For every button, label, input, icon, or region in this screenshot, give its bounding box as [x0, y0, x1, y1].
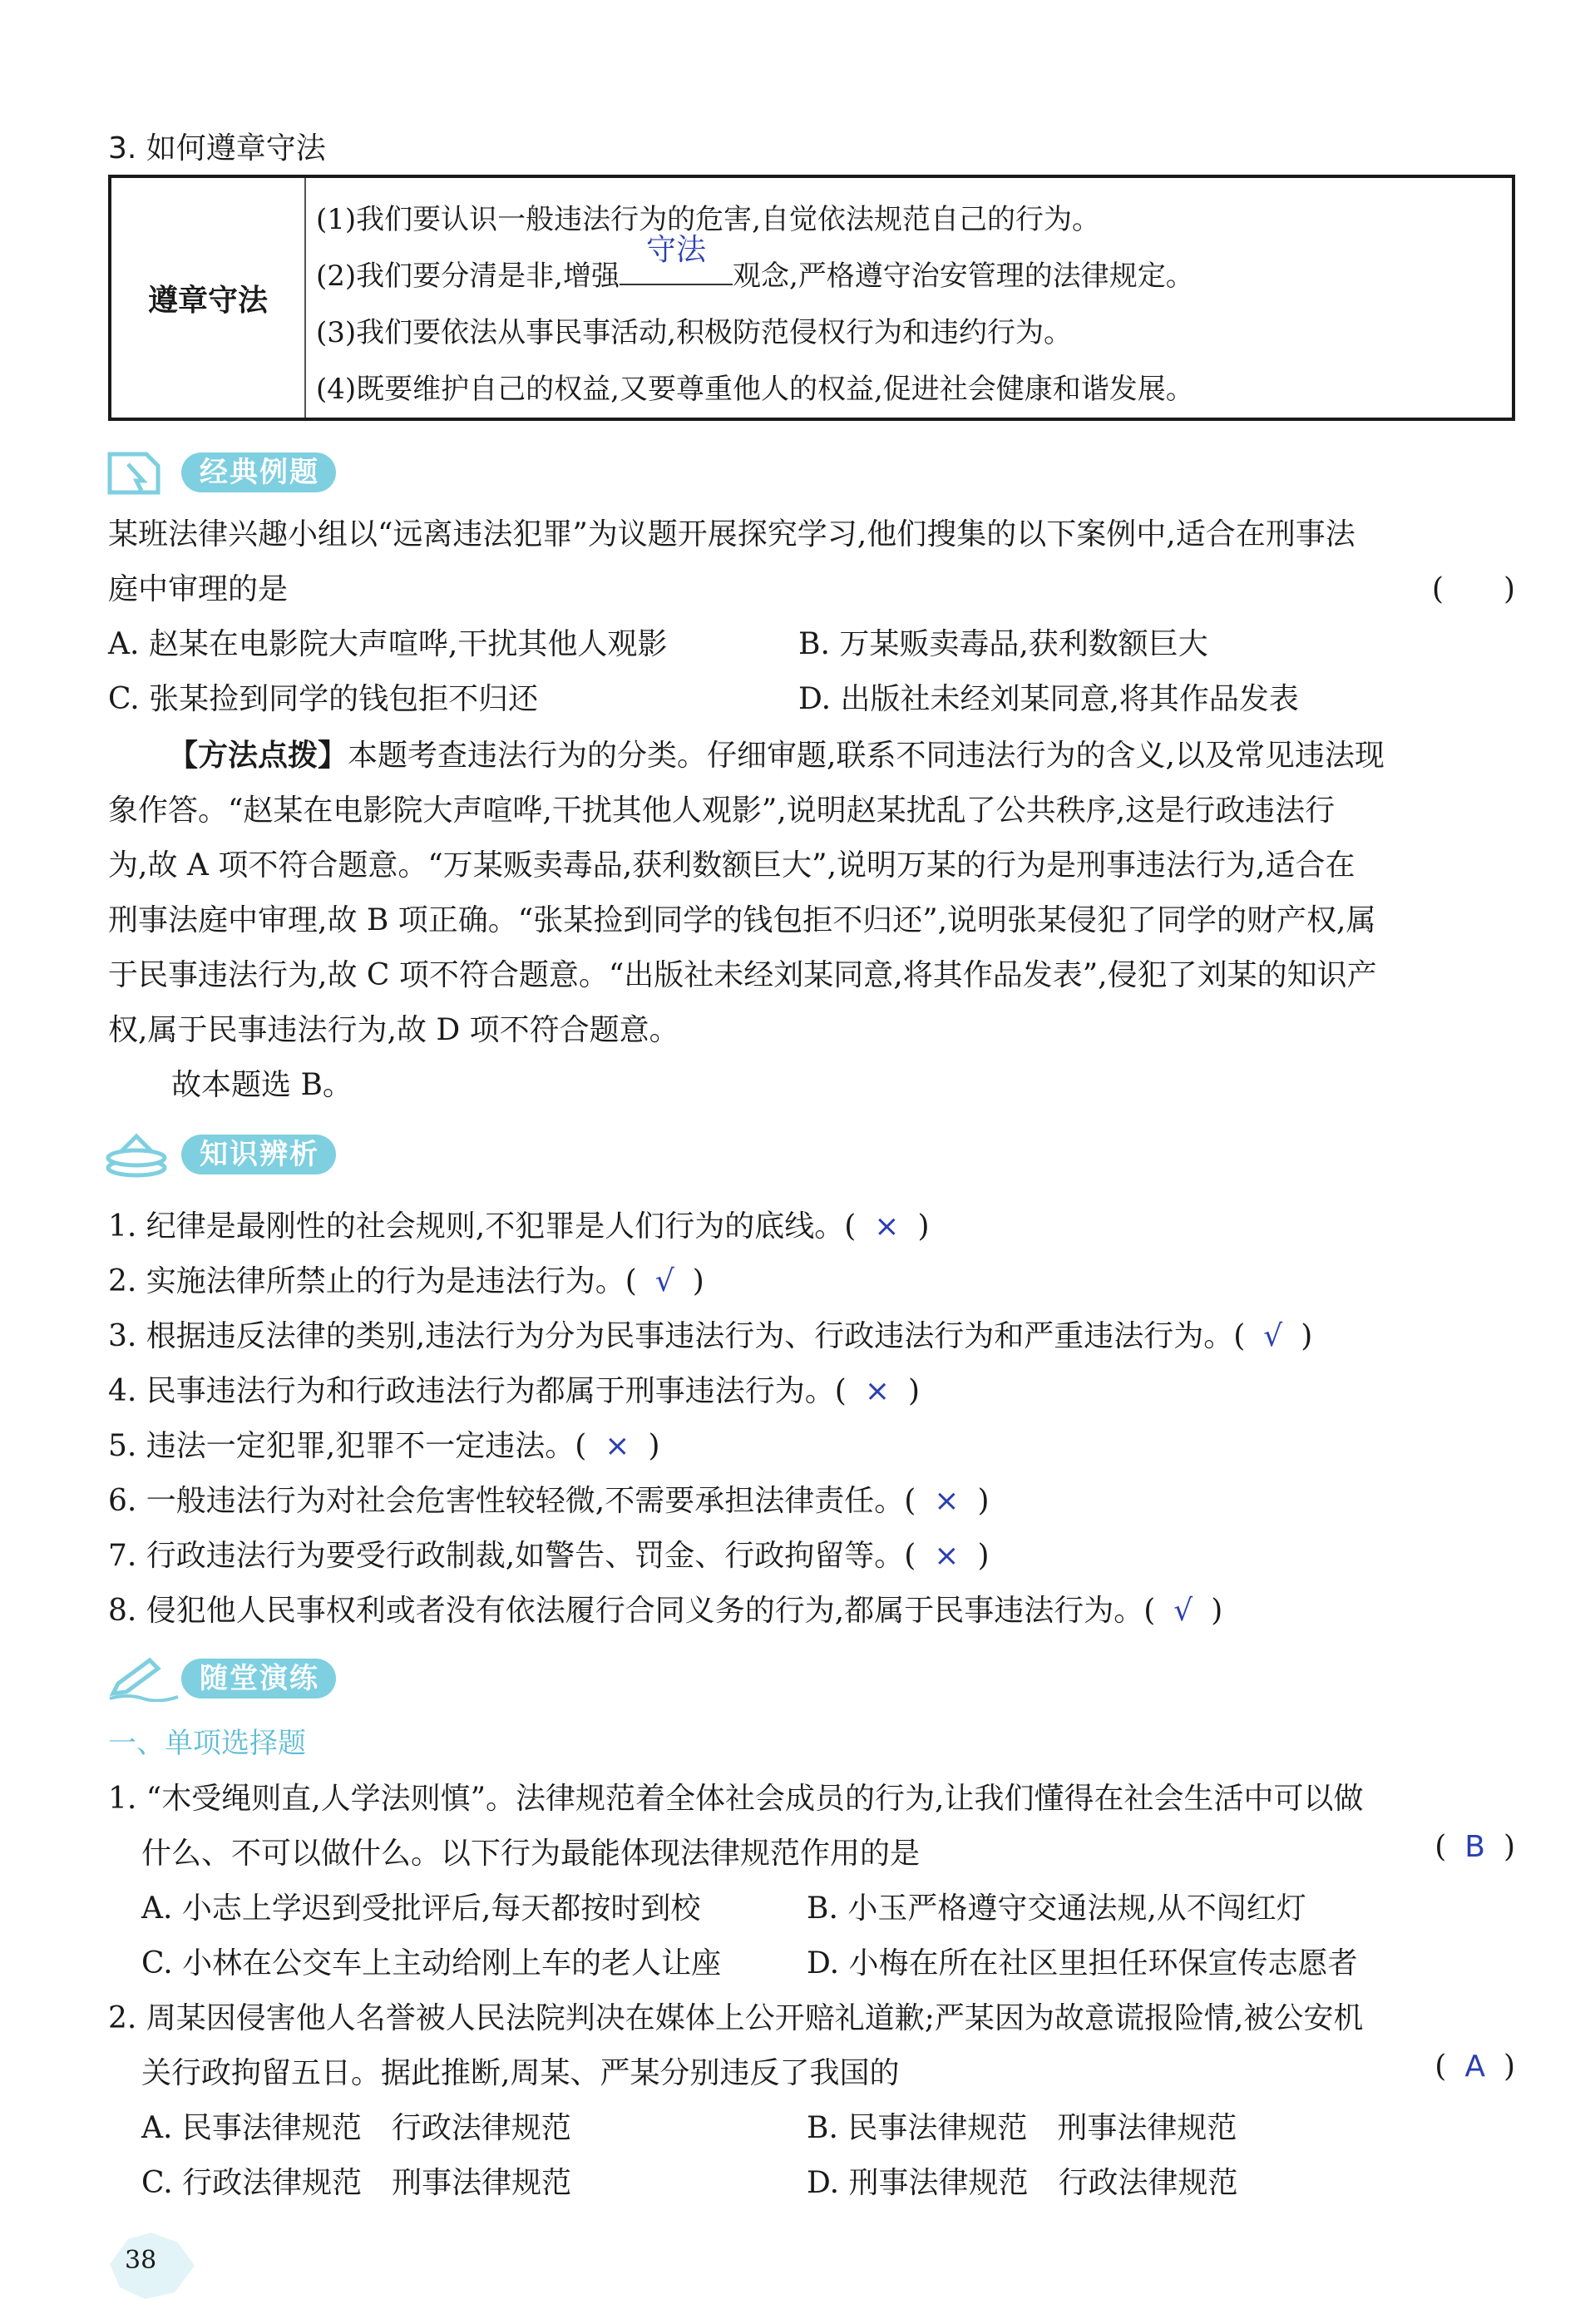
- option-b: B. 小玉严格遵守交通法规,从不闯红灯: [807, 1891, 1306, 1926]
- answer-mark: B: [1464, 1830, 1485, 1864]
- row-text-before: (2)我们要分清是非,增强: [316, 260, 620, 293]
- table-row: [316, 233, 1504, 304]
- knowledge-item: 4. 民事违法行为和行政违法行为都属于刑事违法行为。( × ): [108, 1374, 921, 1408]
- option-b: B. 民事法律规范 刑事法律规范: [807, 2111, 1237, 2145]
- books-icon: [103, 1131, 186, 1178]
- option-d: D. 小梅在所在社区里担任环保宣传志愿者: [807, 1946, 1358, 1980]
- knowledge-item: 6. 一般违法行为对社会危害性较轻微,不需要承担法律责任。( × ): [108, 1484, 990, 1518]
- answer-mark: ×: [934, 1539, 960, 1573]
- option-d: D. 出版社未经刘某同意,将其作品发表: [798, 682, 1299, 716]
- option-a: A. 民事法律规范 行政法律规范: [141, 2111, 571, 2145]
- section-subheading: 一、单项选择题: [108, 1727, 306, 1760]
- option-a: A. 小志上学迟到受批评后,每天都按时到校: [141, 1891, 701, 1926]
- option-c: C. 小林在公交车上主动给刚上车的老人让座: [141, 1946, 722, 1980]
- fill-blank: [620, 233, 733, 285]
- pencil-icon: [103, 1655, 186, 1702]
- question-text: 什么、不可以做什么。以下行为最能体现法律规范作用的是: [141, 1837, 921, 1871]
- answer-mark: ×: [874, 1209, 900, 1244]
- method-line: 权,属于民事违法行为,故 D 项不符合题意。: [108, 1013, 679, 1047]
- option-c: C. 行政法律规范 刑事法律规范: [141, 2166, 572, 2200]
- knowledge-item: 3. 根据违反法律的类别,违法行为分为民事违法行为、行政违法行为和严重违法行为。( √ ): [108, 1319, 1313, 1353]
- question-text: 2. 周某因侵害他人名誉被人民法院判决在媒体上公开赔礼道歉;严某因为故意谎报险情,被公安机: [108, 2001, 1364, 2035]
- answer-parens: ( B ): [1435, 1830, 1515, 1864]
- practice-banner: [103, 1655, 336, 1702]
- example-banner: [103, 449, 336, 496]
- knowledge-banner: [103, 1131, 336, 1178]
- knowledge-item: 2. 实施法律所禁止的行为是违法行为。( √ ): [108, 1264, 704, 1298]
- document-cursor-icon: [103, 449, 186, 496]
- answer-parens: ( ): [1431, 572, 1515, 606]
- question-text: 庭中审理的是: [108, 572, 289, 606]
- method-line: 于民事违法行为,故 C 项不符合题意。“出版社未经刘某同意,将其作品发表”,侵犯了刘某的知识产: [108, 958, 1377, 992]
- method-line: 象作答。“赵某在电影院大声喧哗,干扰其他人观影”,说明赵某扰乱了公共秩序,这是行政违法行: [108, 794, 1336, 828]
- row-text-after: 观念,严格遵守治安管理的法律规定。: [732, 260, 1194, 293]
- table-row: (4)既要维护自己的权益,又要尊重他人的权益,促进社会健康和谐发展。: [316, 373, 1194, 406]
- knowledge-item: 5. 违法一定犯罪,犯罪不一定违法。( × ): [108, 1429, 660, 1463]
- table-content-cell: [316, 191, 1504, 418]
- table-row: (1)我们要认识一般违法行为的危害,自觉依法规范自己的行为。: [316, 203, 1100, 236]
- section-title: 3. 如何遵章守法: [108, 131, 326, 166]
- answer-mark: ×: [864, 1374, 891, 1408]
- answer-mark: ×: [605, 1429, 630, 1463]
- answer-mark: √: [654, 1264, 674, 1298]
- method-line: 刑事法庭中审理,故 B 项正确。“张某捡到同学的钱包拒不归还”,说明张某侵犯了同学的财产权,属: [108, 903, 1376, 937]
- answer-parens: ( A ): [1435, 2050, 1515, 2084]
- option-b: B. 万某贩卖毒品,获利数额巨大: [798, 627, 1208, 661]
- table-header-cell: 遵章守法: [111, 178, 306, 418]
- answer-mark: ×: [934, 1484, 960, 1518]
- table-row: (3)我们要依法从事民事活动,积极防范侵权行为和违约行为。: [316, 316, 1072, 349]
- question-text: 关行政拘留五日。据此推断,周某、严某分别违反了我国的: [141, 2056, 900, 2090]
- method-line: [168, 732, 1385, 774]
- option-c: C. 张某捡到同学的钱包拒不归还: [108, 682, 539, 716]
- page-number: 38: [125, 2246, 157, 2275]
- knowledge-item: 1. 纪律是最刚性的社会规则,不犯罪是人们行为的底线。( × ): [108, 1209, 930, 1244]
- knowledge-item: 7. 行政违法行为要受行政制裁,如警告、罚金、行政拘留等。( × ): [108, 1539, 990, 1573]
- knowledge-item: 8. 侵犯他人民事权利或者没有依法履行合同义务的行为,都属于民事违法行为。( √ ): [108, 1594, 1223, 1628]
- rules-table: [108, 175, 1515, 421]
- option-a: A. 赵某在电影院大声喧哗,干扰其他人观影: [108, 627, 668, 661]
- blank-answer: 守法: [645, 233, 706, 267]
- question-text: 1. “木受绳则直,人学法则慎”。法律规范着全体社会成员的行为,让我们懂得在社会生活中可以做: [108, 1782, 1364, 1816]
- question-text: 某班法律兴趣小组以“远离违法犯罪”为议题开展探究学习,他们搜集的以下案例中,适合在刑事法: [108, 517, 1356, 551]
- conclusion: 故本题选 B。: [171, 1068, 353, 1102]
- method-line: 为,故 A 项不符合题意。“万某贩卖毒品,获利数额巨大”,说明万某的行为是刑事违法行为,适合在: [108, 848, 1356, 883]
- method-text: 本题考查违法行为的分类。仔细审题,联系不同违法行为的含义,以及常见违法现: [348, 739, 1385, 773]
- answer-mark: √: [1263, 1319, 1283, 1353]
- option-d: D. 刑事法律规范 行政法律规范: [807, 2166, 1238, 2200]
- method-label: 【方法点拨】: [168, 739, 348, 773]
- answer-mark: A: [1464, 2050, 1485, 2084]
- banner-label: 经典例题: [181, 452, 336, 492]
- answer-mark: √: [1173, 1594, 1193, 1628]
- banner-label: 知识辨析: [181, 1135, 336, 1174]
- banner-label: 随堂演练: [181, 1659, 336, 1698]
